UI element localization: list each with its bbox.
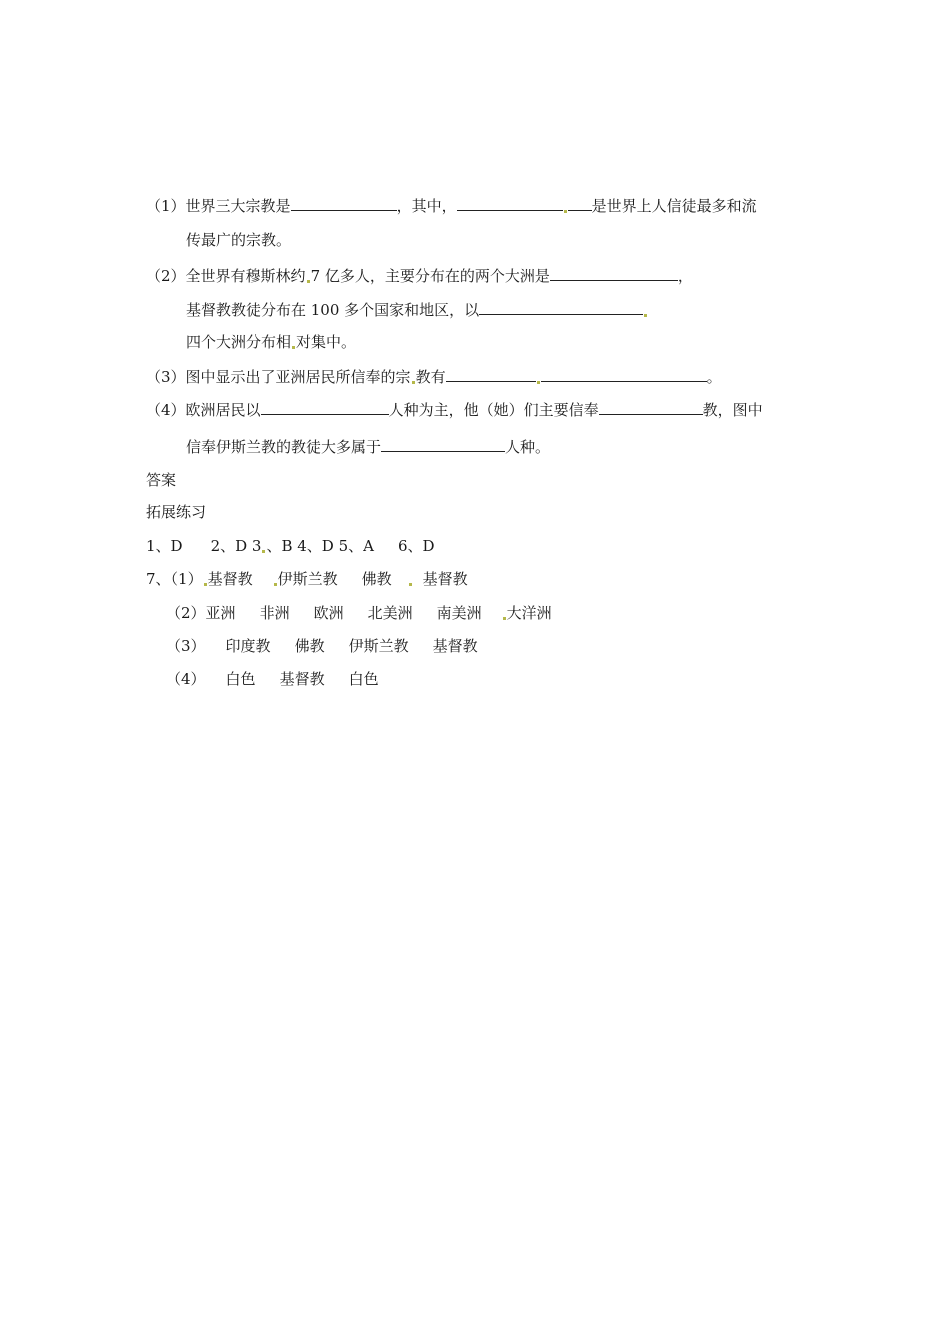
answers-heading: 答案 (146, 471, 177, 489)
answer-blank[interactable] (568, 195, 592, 211)
q7-part-4: （4） 白色 基督教 白色 (166, 670, 379, 688)
question-1-line-1: （1）世界三大宗教是 ，其中， 是世界上人信徒最多和流 (146, 197, 757, 215)
answer-blank[interactable] (291, 195, 397, 211)
ink-dot (274, 583, 277, 586)
ink-dot (307, 280, 310, 283)
ink-dot (292, 346, 295, 349)
q7-part-2: （2）亚洲 非洲 欧洲 北美洲 南美洲 大洋洲 (166, 604, 552, 622)
answer-blank[interactable] (446, 366, 536, 382)
ink-dot (412, 381, 415, 384)
ink-dot (503, 617, 506, 620)
answer-blank[interactable] (550, 265, 678, 281)
answer-blank[interactable] (381, 436, 505, 452)
question-4-number: （4） (146, 401, 186, 419)
ink-dot (644, 314, 647, 317)
mc-answers: 1、D 2、D 3 、B 4、D 5、A 6、D (146, 537, 435, 555)
answer-blank[interactable] (599, 399, 703, 415)
ink-dot (564, 210, 567, 213)
ink-dot (537, 381, 540, 384)
answer-blank[interactable] (479, 299, 643, 315)
answer-blank[interactable] (457, 195, 563, 211)
ink-dot (204, 583, 207, 586)
question-1-line-2: 传最广的宗教。 (186, 231, 292, 249)
question-2-line-3: 四个大洲分布相 对集中。 (186, 333, 357, 351)
question-2-number: （2） (146, 267, 186, 285)
ink-dot (409, 583, 412, 586)
q7-part-3: （3） 印度教 佛教 伊斯兰教 基督教 (166, 637, 478, 655)
q7-part-1: 7、（1） 基督教 伊斯兰教 佛教 基督教 (146, 570, 468, 588)
question-3-number: （3） (146, 368, 186, 386)
question-2-line-2: 基督教教徒分布在 100 多个国家和地区，以 (186, 299, 648, 319)
answer-blank[interactable] (541, 366, 707, 382)
question-2-line-1: （2）全世界有穆斯林约 7 亿多人，主要分布在的两个大洲是 ， (146, 267, 693, 285)
question-3-line-1: （3）图中显示出了亚洲居民所信奉的宗 教有 。 (146, 368, 722, 386)
question-4-line-1: （4）欧洲居民以 人种为主，他（她）们主要信奉 教，图中 (146, 401, 763, 419)
extension-practice-heading: 拓展练习 (146, 503, 207, 521)
question-1-number: （1） (146, 197, 186, 215)
answer-blank[interactable] (261, 399, 389, 415)
question-4-line-2: 信奉伊斯兰教的教徒大多属于 人种。 (186, 438, 551, 456)
